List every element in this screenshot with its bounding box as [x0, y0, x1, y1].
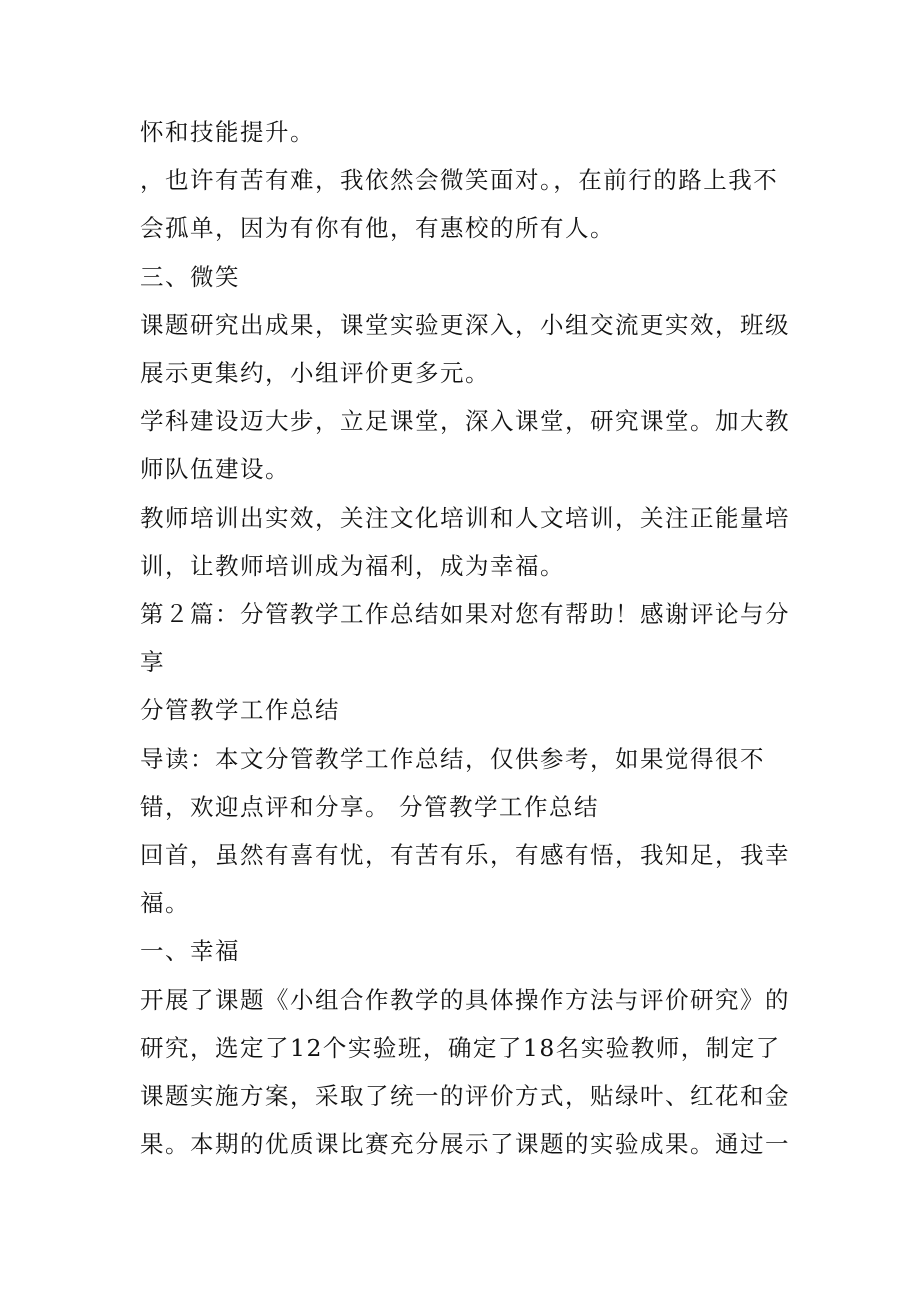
paragraph: 回首，虽然有喜有忧，有苦有乐，有感有悟，我知足，我幸福。 — [140, 841, 790, 918]
paragraph: 开展了课题《小组合作教学的具体操作方法与评价研究》的研究，选定了12个实验班，确定了18名实验教师，制定了课题实施方案，采取了统一的评价方式，贴绿叶、红花和金果。本期的优质课比赛充分展示了课题的实验成果。通过一 — [140, 985, 790, 1159]
article-heading: 第２篇：分管教学工作总结如果对您有帮助！感谢评论与分享 — [140, 600, 790, 677]
document-body — [140, 108, 790, 1168]
section-heading: 一、幸福 — [140, 937, 240, 966]
paragraph: 课题研究出成果，课堂实验更深入，小组交流更实效，班级展示更集约，小组评价更多元。 — [140, 310, 790, 388]
intro-paragraph: 导读：本文分管教学工作总结，仅供参考，如果觉得很不错，欢迎点评和分享。 分管教学工作总结 — [140, 744, 765, 821]
section-heading: 三、微笑 — [140, 262, 240, 291]
paragraph: 怀和技能提升。 — [140, 118, 315, 146]
paragraph: ，也许有苦有难，我依然会微笑面对。，在前行的路上我不会孤单，因为有你有他，有惠校的所有人。 — [140, 166, 779, 243]
article-title: 分管教学工作总结 — [140, 696, 340, 725]
paragraph: 学科建设迈大步，立足课堂，深入课堂，研究课堂。加大教师队伍建设。 — [140, 407, 790, 484]
paragraph: 教师培训出实效，关注文化培训和人文培训，关注正能量培训，让教师培训成为福利，成为幸福。 — [140, 503, 790, 580]
